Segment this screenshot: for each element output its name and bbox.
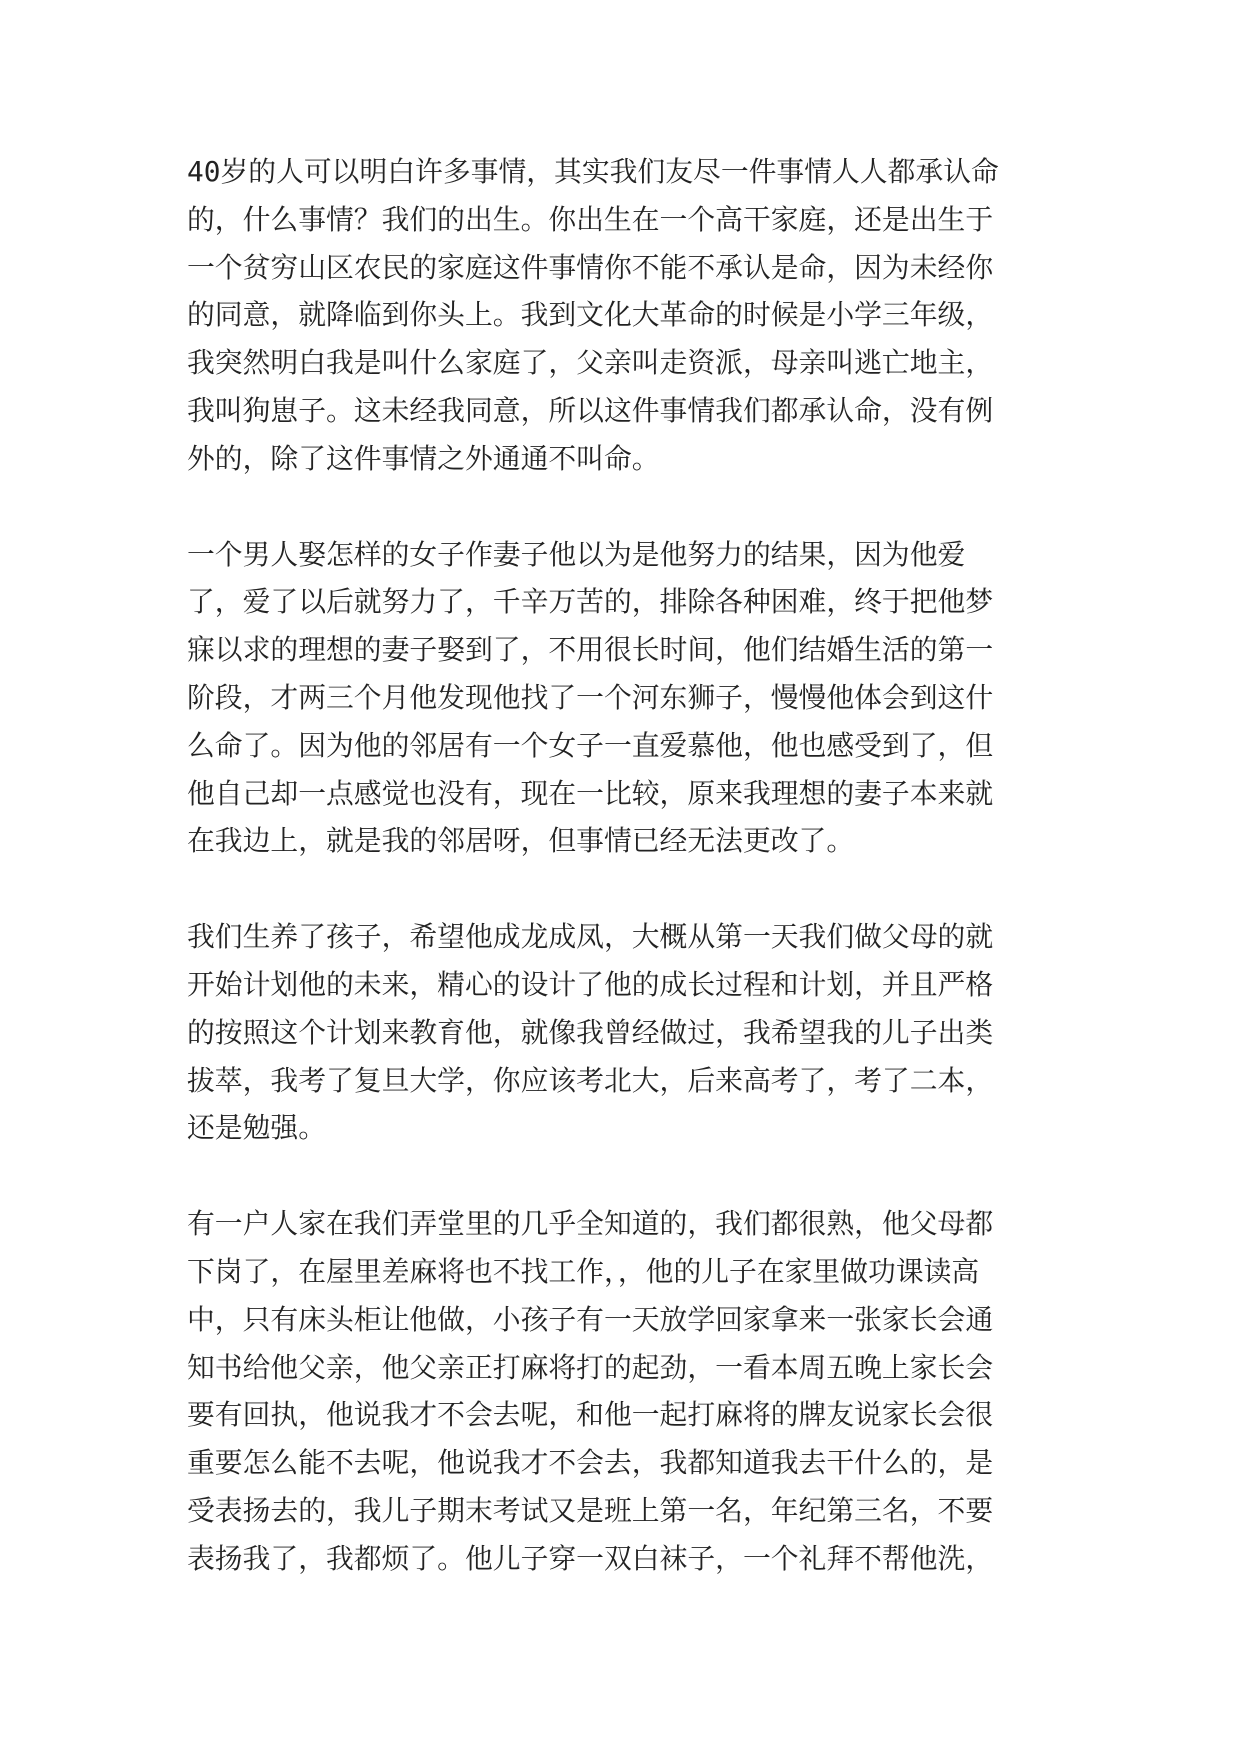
text-line: 还是勉强。	[187, 1111, 326, 1145]
text-line: 表扬我了，我都烦了。他儿子穿一双白袜子，一个礼拜不帮他洗，	[187, 1541, 994, 1575]
text-line: 他自己却一点感觉也没有，现在一比较，原来我理想的妻子本来就	[187, 776, 994, 810]
text-line: 在我边上，就是我的邻居呀，但事情已经无法更改了。	[187, 824, 855, 858]
paragraph-2	[187, 531, 1055, 866]
text-line: 寐以求的理想的妻子娶到了，不用很长时间，他们结婚生活的第一	[187, 633, 994, 667]
text-line: 40岁的人可以明白许多事情，其实我们友尽一件事情人人都承认命	[187, 155, 999, 188]
text-line: 知书给他父亲，他父亲正打麻将打的起劲，一看本周五晚上家长会	[187, 1350, 994, 1384]
text-line: 我突然明白我是叫什么家庭了，父亲叫走资派，母亲叫逃亡地主，	[187, 346, 994, 380]
text-line: 外的，除了这件事情之外通通不叫命。	[187, 441, 660, 475]
paragraph-1	[187, 148, 1055, 483]
text-line: 有一户人家在我们弄堂里的几乎全知道的，我们都很熟，他父母都	[187, 1207, 994, 1241]
text-line: 我叫狗崽子。这未经我同意，所以这件事情我们都承认命，没有例	[187, 393, 994, 427]
text-line: 受表扬去的，我儿子期末考试又是班上第一名，年纪第三名，不要	[187, 1493, 994, 1527]
paragraph-3	[187, 913, 1055, 1152]
text-line: 一个男人娶怎样的女子作妻子他以为是他努力的结果，因为他爱	[187, 537, 966, 571]
document-body	[187, 148, 1055, 1583]
text-line: 阶段，才两三个月他发现他找了一个河东狮子，慢慢他体会到这什	[187, 680, 994, 714]
text-line: 我们生养了孩子，希望他成龙成凤，大概从第一天我们做父母的就	[187, 920, 994, 954]
text-line: 的按照这个计划来教育他，就像我曾经做过，我希望我的儿子出类	[187, 1015, 994, 1049]
text-line: 的，什么事情？我们的出生。你出生在一个高干家庭，还是出生于	[187, 202, 994, 236]
text-line: 要有回执，他说我才不会去呢，和他一起打麻将的牌友说家长会很	[187, 1398, 994, 1432]
text-line: 了，爱了以后就努力了，千辛万苦的，排除各种困难，终于把他梦	[187, 585, 994, 619]
text-line: 重要怎么能不去呢，他说我才不会去，我都知道我去干什么的，是	[187, 1446, 994, 1480]
text-line: 拔萃，我考了复旦大学，你应该考北大，后来高考了，考了二本，	[187, 1063, 994, 1097]
paragraph-4	[187, 1200, 1055, 1582]
text-line: 下岗了，在屋里差麻将也不找工作，，他的儿子在家里做功课读高	[187, 1254, 980, 1288]
text-line: 的同意，就降临到你头上。我到文化大革命的时候是小学三年级，	[187, 298, 994, 332]
text-line: 么命了。因为他的邻居有一个女子一直爱慕他，他也感受到了，但	[187, 728, 994, 762]
text-line: 一个贫穷山区农民的家庭这件事情你不能不承认是命，因为未经你	[187, 250, 994, 284]
text-line: 开始计划他的未来，精心的设计了他的成长过程和计划，并且严格	[187, 967, 994, 1001]
text-line: 中，只有床头柜让他做，小孩子有一天放学回家拿来一张家长会通	[187, 1302, 994, 1336]
